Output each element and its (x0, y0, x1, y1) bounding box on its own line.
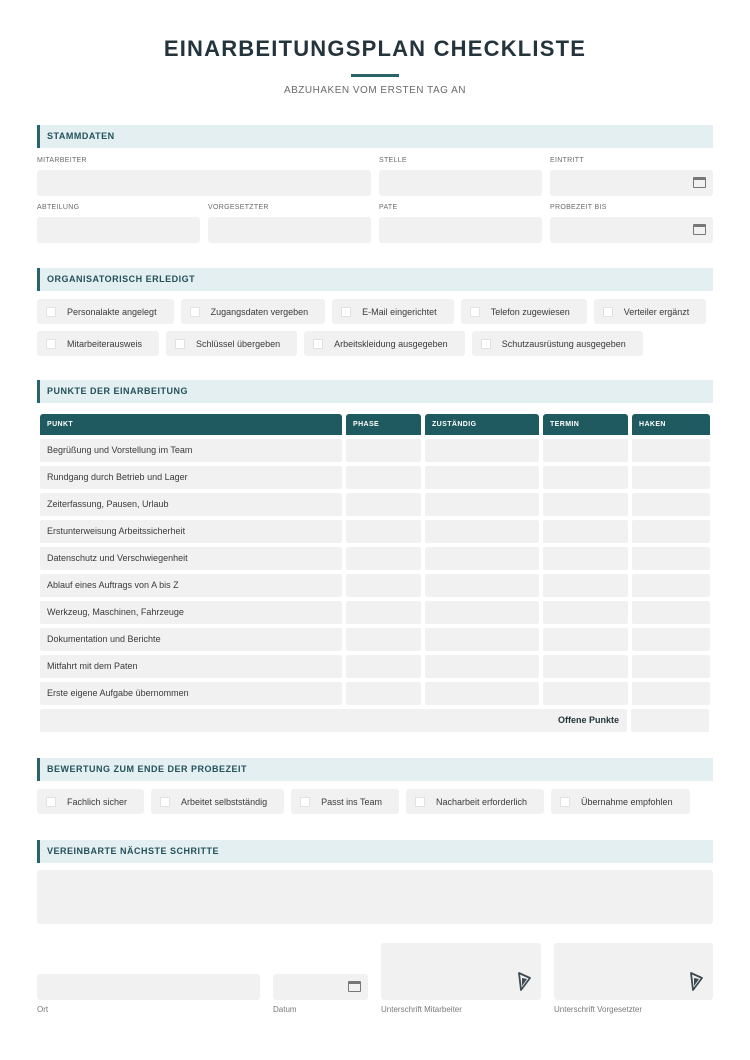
table-row (40, 493, 710, 516)
termin-cell[interactable] (543, 682, 628, 705)
zustaendig-cell[interactable] (425, 547, 539, 570)
phase-cell[interactable] (346, 655, 421, 678)
checkbox-box[interactable] (46, 797, 56, 807)
checkbox-box[interactable] (175, 339, 185, 349)
phase-cell[interactable] (346, 547, 421, 570)
label-abteilung: ABTEILUNG (37, 204, 80, 211)
label-vorgesetzter: VORGESETZTER (208, 204, 269, 211)
label-pate: PATE (379, 204, 398, 211)
label-mitarbeiter: MITARBEITER (37, 157, 87, 164)
table-row (40, 601, 710, 624)
checkbox-box[interactable] (46, 307, 56, 317)
checkbox-box[interactable] (160, 797, 170, 807)
table-row (40, 466, 710, 489)
unterschrift-vorgesetzter-field[interactable] (554, 943, 713, 1000)
calendar-icon[interactable] (693, 177, 706, 188)
section-naechste-schritte-heading: VEREINBARTE NÄCHSTE SCHRITTE (37, 840, 713, 863)
checkbox-zugangsdaten[interactable]: Zugangsdaten vergeben (181, 299, 326, 324)
calendar-icon[interactable] (348, 981, 361, 992)
termin-cell[interactable] (543, 520, 628, 543)
zustaendig-cell[interactable] (425, 520, 539, 543)
checkbox-schutzausruestung[interactable]: Schutzausrüstung ausgegeben (472, 331, 643, 356)
page-title: EINARBEITUNGSPLAN CHECKLISTE (163, 36, 587, 61)
bewertung-checklist (37, 789, 717, 814)
ort-field[interactable] (37, 974, 260, 1000)
checkbox-verteiler[interactable]: Verteiler ergänzt (594, 299, 707, 324)
column-header-haken: HAKEN (632, 414, 710, 435)
table-row (40, 574, 710, 597)
checkbox-box[interactable] (481, 339, 491, 349)
zustaendig-cell[interactable] (425, 628, 539, 651)
einarbeitung-table (40, 414, 710, 736)
termin-cell[interactable] (543, 601, 628, 624)
unterschrift-mitarbeiter-field[interactable] (381, 943, 541, 1000)
checkbox-arbeitskleidung[interactable]: Arbeitskleidung ausgegeben (304, 331, 465, 356)
table-row (40, 439, 710, 462)
zustaendig-cell[interactable] (425, 682, 539, 705)
checkbox-selbststaendig[interactable]: Arbeitet selbstständig (151, 789, 284, 814)
checkbox-box[interactable] (313, 339, 323, 349)
termin-cell[interactable] (543, 655, 628, 678)
checkbox-schluessel[interactable]: Schlüssel übergeben (166, 331, 297, 356)
checkbox-uebernahme[interactable]: Übernahme empfohlen (551, 789, 690, 814)
termin-cell[interactable] (543, 547, 628, 570)
eintritt-date-field[interactable] (550, 170, 713, 196)
checkbox-mitarbeiterausweis[interactable]: Mitarbeiterausweis (37, 331, 159, 356)
punkt-cell: Begrüßung und Vorstellung im Team (40, 439, 342, 462)
punkt-cell: Erstunterweisung Arbeitssicherheit (40, 520, 342, 543)
pen-icon (516, 972, 532, 992)
phase-cell[interactable] (346, 493, 421, 516)
table-row (40, 547, 710, 570)
zustaendig-cell[interactable] (425, 574, 539, 597)
checkbox-personalakte[interactable]: Personalakte angelegt (37, 299, 174, 324)
offene-punkte-field[interactable] (631, 709, 709, 732)
checkbox-box[interactable] (560, 797, 570, 807)
haken-cell[interactable] (632, 682, 710, 705)
checkbox-box[interactable] (341, 307, 351, 317)
unterschrift-mitarbeiter-caption: Unterschrift Mitarbeiter (381, 1005, 462, 1014)
haken-cell[interactable] (632, 493, 710, 516)
section-einarbeitung-heading: PUNKTE DER EINARBEITUNG (37, 380, 713, 403)
column-header-zustaendig: ZUSTÄNDIG (425, 414, 539, 435)
ort-caption: Ort (37, 1005, 49, 1014)
table-row (40, 682, 710, 705)
phase-cell[interactable] (346, 682, 421, 705)
table-row (40, 520, 710, 543)
datum-date-field[interactable] (273, 974, 368, 1000)
punkt-cell: Datenschutz und Verschwiegenheit (40, 547, 342, 570)
haken-cell[interactable] (632, 574, 710, 597)
punkt-cell: Zeiterfassung, Pausen, Urlaub (40, 493, 342, 516)
datum-caption: Datum (273, 1005, 297, 1014)
zustaendig-cell[interactable] (425, 493, 539, 516)
punkt-cell: Ablauf eines Auftrags von A bis Z (40, 574, 342, 597)
zustaendig-cell[interactable] (425, 466, 539, 489)
table-header-row (40, 414, 710, 435)
label-probezeit: PROBEZEIT BIS (550, 204, 607, 211)
offene-punkte-label: Offene Punkte (40, 709, 627, 732)
termin-cell[interactable] (543, 628, 628, 651)
checkbox-box[interactable] (190, 307, 200, 317)
checkbox-box[interactable] (603, 307, 613, 317)
section-organisatorisch-heading: ORGANISATORISCH ERLEDIGT (37, 268, 713, 291)
phase-cell[interactable] (346, 520, 421, 543)
punkt-cell: Dokumentation und Berichte (40, 628, 342, 651)
phase-cell[interactable] (346, 628, 421, 651)
haken-cell[interactable] (632, 655, 710, 678)
mitarbeiter-field[interactable] (37, 170, 371, 196)
column-header-phase: PHASE (346, 414, 421, 435)
checkbox-box[interactable] (46, 339, 56, 349)
table-footer-row (40, 709, 710, 732)
termin-cell[interactable] (543, 466, 628, 489)
table-row (40, 655, 710, 678)
naechste-schritte-textarea[interactable] (37, 870, 713, 924)
stelle-field[interactable] (379, 170, 542, 196)
termin-cell[interactable] (543, 493, 628, 516)
haken-cell[interactable] (632, 439, 710, 462)
zustaendig-cell[interactable] (425, 439, 539, 462)
title-underline (351, 74, 399, 77)
column-header-termin: TERMIN (543, 414, 628, 435)
checkbox-passt-ins-team[interactable]: Passt ins Team (291, 789, 399, 814)
phase-cell[interactable] (346, 601, 421, 624)
phase-cell[interactable] (346, 439, 421, 462)
zustaendig-cell[interactable] (425, 601, 539, 624)
checkbox-box[interactable] (470, 307, 480, 317)
checkbox-telefon[interactable]: Telefon zugewiesen (461, 299, 587, 324)
vorgesetzter-field[interactable] (208, 217, 371, 243)
punkt-cell: Rundgang durch Betrieb und Lager (40, 466, 342, 489)
punkt-cell: Mitfahrt mit dem Paten (40, 655, 342, 678)
unterschrift-vorgesetzter-caption: Unterschrift Vorgesetzter (554, 1005, 643, 1014)
organisatorisch-checklist (37, 299, 717, 356)
checkbox-box[interactable] (300, 797, 310, 807)
section-bewertung-heading: BEWERTUNG ZUM ENDE DER PROBEZEIT (37, 758, 713, 781)
checkbox-box[interactable] (415, 797, 425, 807)
haken-cell[interactable] (632, 547, 710, 570)
label-stelle: STELLE (379, 157, 407, 164)
punkt-cell: Erste eigene Aufgabe übernommen (40, 682, 342, 705)
termin-cell[interactable] (543, 574, 628, 597)
punkt-cell: Werkzeug, Maschinen, Fahrzeuge (40, 601, 342, 624)
page-subtitle: ABZUHAKEN VOM ERSTEN TAG AN (283, 85, 467, 96)
label-eintritt: EINTRITT (550, 157, 584, 164)
termin-cell[interactable] (543, 439, 628, 462)
calendar-icon[interactable] (693, 224, 706, 235)
checkbox-fachlich-sicher[interactable]: Fachlich sicher (37, 789, 144, 814)
table-row (40, 628, 710, 651)
section-stammdaten-heading: STAMMDATEN (37, 125, 713, 148)
abteilung-field[interactable] (37, 217, 200, 243)
phase-cell[interactable] (346, 574, 421, 597)
phase-cell[interactable] (346, 466, 421, 489)
pen-icon (688, 972, 704, 992)
probezeit-date-field[interactable] (550, 217, 713, 243)
haken-cell[interactable] (632, 520, 710, 543)
table-body (40, 439, 710, 705)
column-header-punkt: PUNKT (40, 414, 342, 435)
haken-cell[interactable] (632, 466, 710, 489)
pate-field[interactable] (379, 217, 542, 243)
haken-cell[interactable] (632, 601, 710, 624)
checkbox-email[interactable]: E-Mail eingerichtet (332, 299, 454, 324)
checkbox-nacharbeit[interactable]: Nacharbeit erforderlich (406, 789, 544, 814)
zustaendig-cell[interactable] (425, 655, 539, 678)
haken-cell[interactable] (632, 628, 710, 651)
